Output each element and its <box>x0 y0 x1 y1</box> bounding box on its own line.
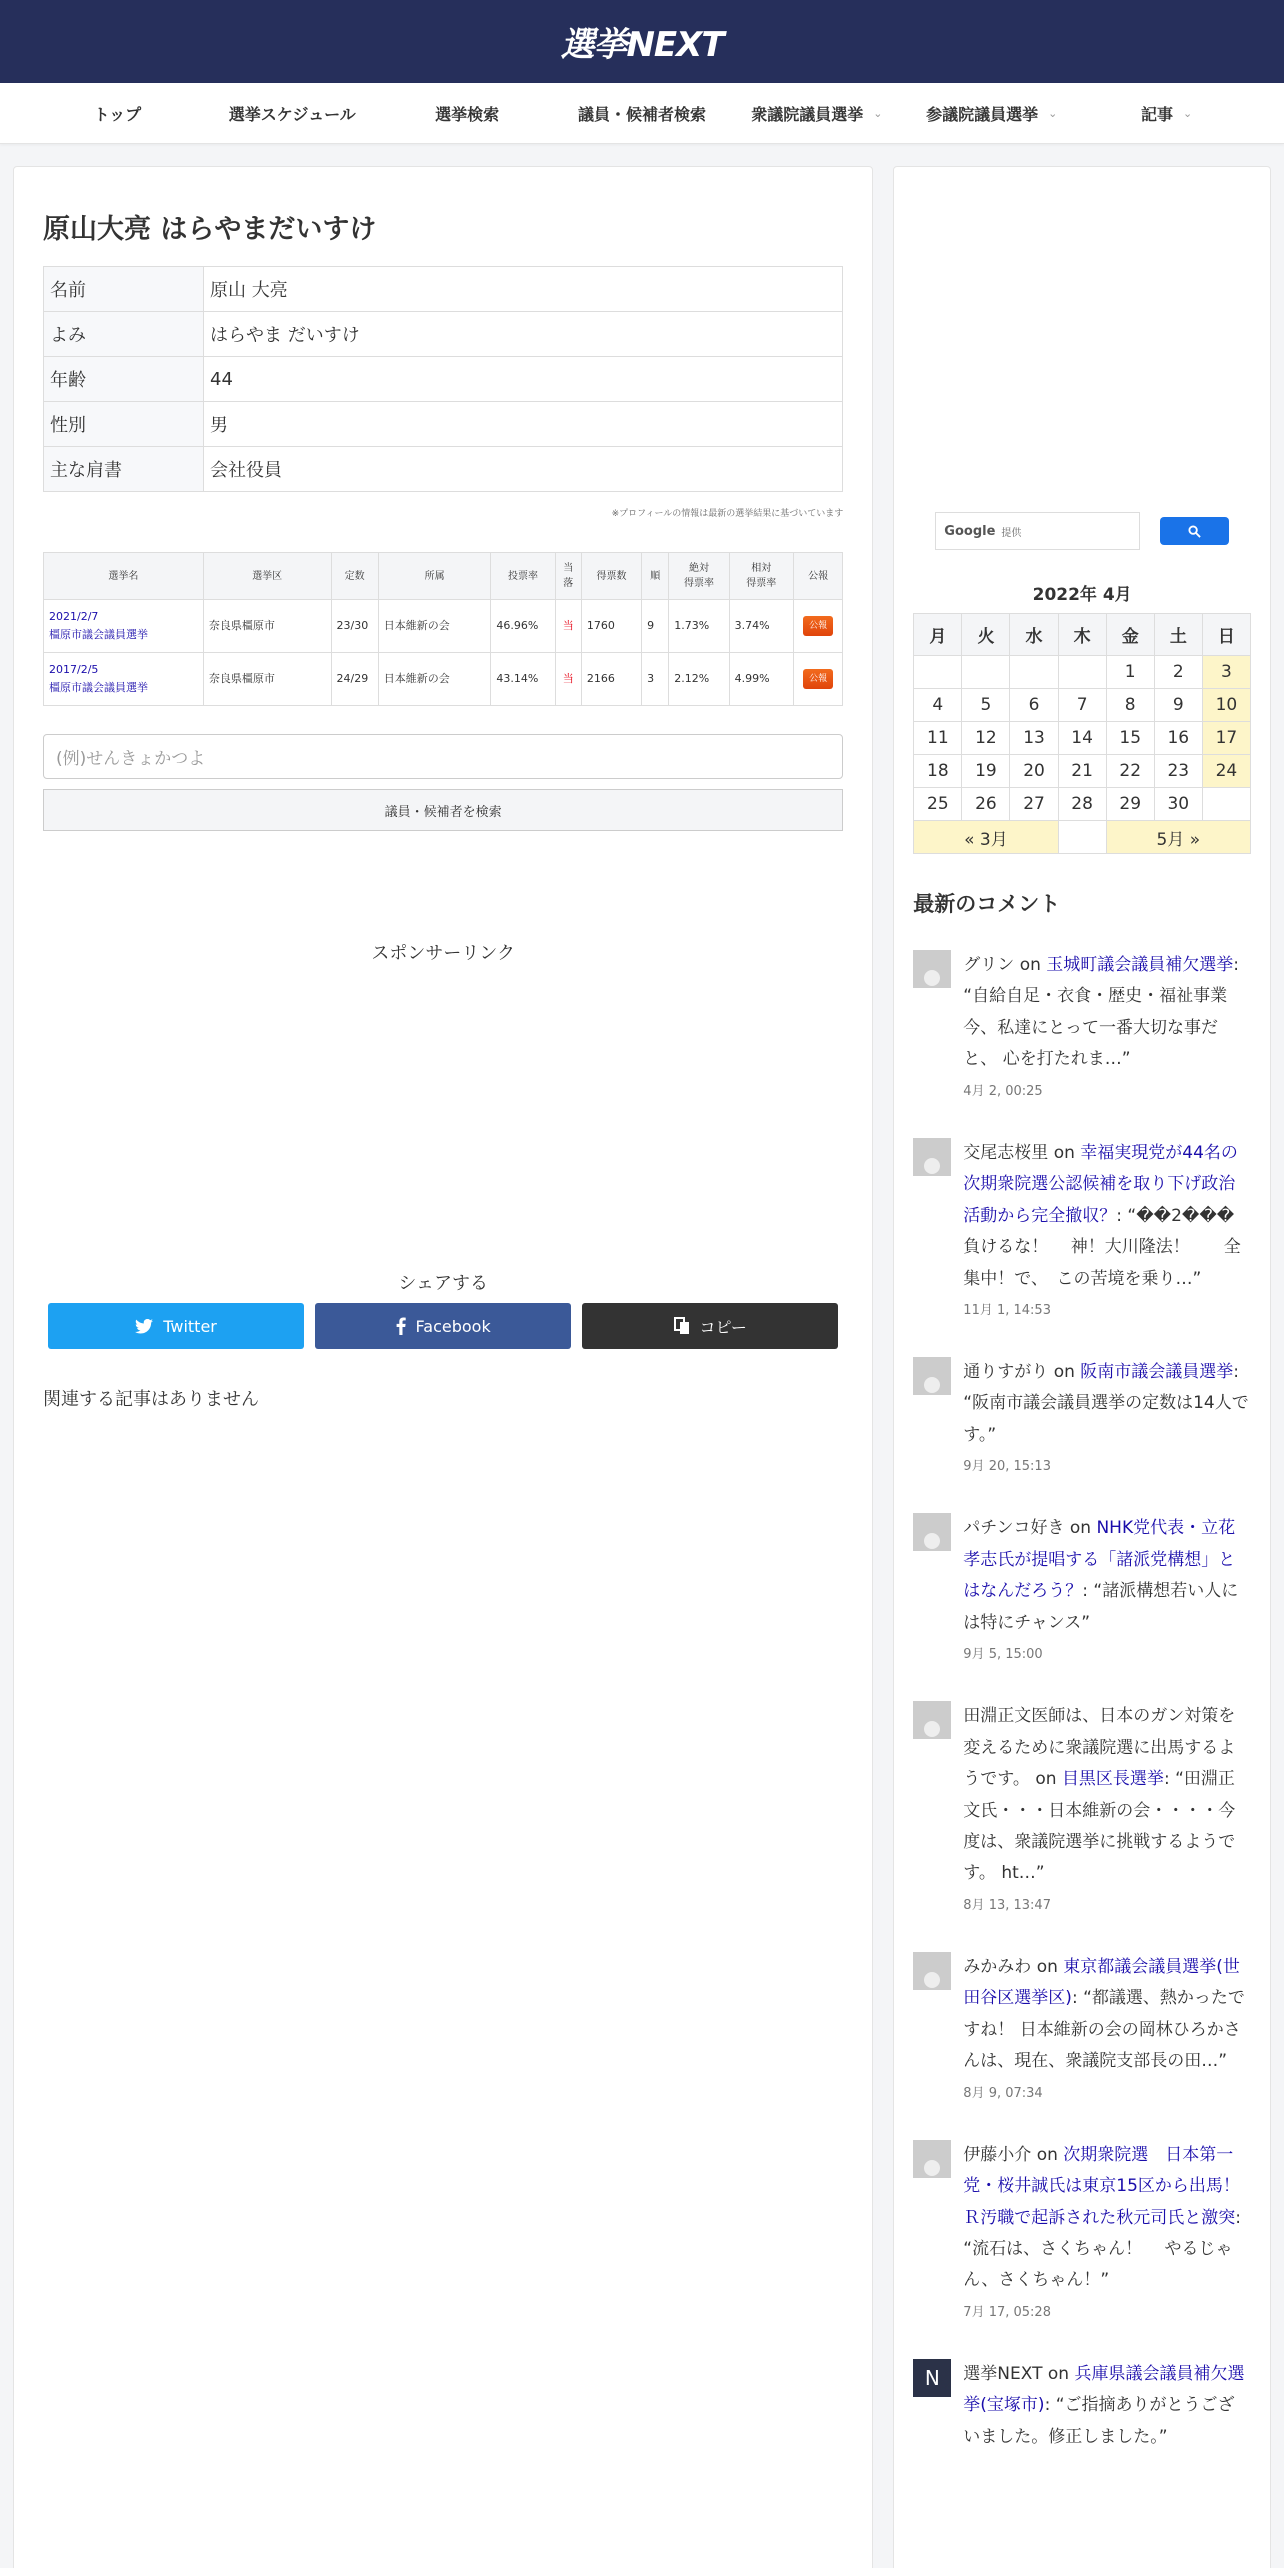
nav-item-label: 選挙スケジュール <box>228 104 356 124</box>
share-title: シェアする <box>398 1273 488 1294</box>
results-header-cell: 順 <box>642 553 669 600</box>
calendar-day[interactable]: 3 <box>1202 656 1250 689</box>
rank-cell: 3 <box>642 653 669 706</box>
calendar-day: 26 <box>962 788 1010 821</box>
recent-comments-list <box>913 950 1269 2453</box>
comment-date: 8月 13, 13:47 <box>963 1897 1051 1913</box>
calendar-day: 29 <box>1106 788 1154 821</box>
comment-date: 7月 17, 05:28 <box>963 2304 1051 2320</box>
nav-item-label: 記事 <box>1140 104 1173 124</box>
calendar-weekday-row <box>914 614 1251 656</box>
comment-date: 8月 9, 07:34 <box>963 2085 1043 2101</box>
calendar-day: 23 <box>1154 755 1202 788</box>
calendar-day: 6 <box>1010 689 1058 722</box>
calendar-day: 28 <box>1058 788 1106 821</box>
calendar-day[interactable]: 10 <box>1202 689 1250 722</box>
chevron-down-icon: ⌄ <box>873 106 883 120</box>
comment-on: on <box>1035 1769 1057 1790</box>
calendar-day: 2 <box>1154 656 1202 689</box>
twitter-icon <box>135 1319 153 1334</box>
comment-body <box>963 1701 1251 1918</box>
comment-body <box>963 1357 1251 1479</box>
sidebar <box>893 166 1271 2568</box>
calendar-week <box>914 788 1251 821</box>
copy-icon <box>674 1317 690 1335</box>
comment-item <box>913 1952 1251 2106</box>
profile-key: 主な肩書 <box>44 447 204 492</box>
rank-cell: 9 <box>642 600 669 653</box>
comment-on: on <box>1019 955 1041 975</box>
results-header-row <box>44 553 843 600</box>
election-name-cell <box>44 653 204 706</box>
calendar-day: 11 <box>914 722 962 755</box>
calendar-weekday: 木 <box>1058 614 1106 656</box>
comment-excerpt: : “��2��� 負けるな！ 神！大川隆法！ 全集中！で、 この苦境を乗り…” <box>963 1205 1269 1289</box>
nav-item-label: 議員・候補者検索 <box>578 104 707 124</box>
candidate-search-button[interactable]: 議員・候補者を検索 <box>43 789 843 831</box>
comment-author: パチンコ好き <box>963 1518 1065 1539</box>
results-header-cell: 選挙区 <box>203 553 331 600</box>
sidebar-ad-space <box>913 167 1251 522</box>
facebook-label: Facebook <box>415 1316 491 1336</box>
comment-post-link[interactable]: 幸福実現党が44名の次期衆院選公認候補を取り下げ政治活動から完全撤収？ <box>963 1142 1238 1226</box>
election-name-link[interactable]: 橿原市議会議員選挙 <box>49 681 148 694</box>
calendar-weekday: 火 <box>962 614 1010 656</box>
related-articles-empty: 関連する記事はありません <box>43 1389 259 1410</box>
page-title: 原山大亮 はらやまだいすけ <box>43 214 377 245</box>
comment-date: 4月 2, 00:25 <box>963 1083 1043 1099</box>
avatar <box>913 1513 951 1551</box>
avatar <box>913 2140 951 2178</box>
comment-excerpt: : “ご指摘ありがとうございました。修正しました。” <box>963 2395 1235 2447</box>
election-name-cell <box>44 600 204 653</box>
calendar-day: 21 <box>1058 755 1106 788</box>
main-content <box>13 166 873 2568</box>
chevron-down-icon: ⌄ <box>1048 106 1058 120</box>
global-nav <box>0 83 1284 144</box>
avatar-head <box>924 1377 940 1393</box>
gazette-button[interactable]: 公報 <box>803 616 833 636</box>
result-cell: 当 <box>555 653 581 706</box>
avatar-head <box>924 1158 940 1174</box>
turnout-cell: 46.96% <box>491 600 555 653</box>
avatar-head <box>924 1972 940 1988</box>
election-name-link[interactable]: 橿原市議会議員選挙 <box>49 628 148 641</box>
calendar-prev-link[interactable]: « 3月 <box>914 821 1058 854</box>
google-search-widget <box>913 512 1251 550</box>
avatar-head <box>924 1533 940 1549</box>
calendar-day <box>1058 656 1106 689</box>
calendar-week <box>914 755 1251 788</box>
absolute-rate-cell: 1.73% <box>669 600 729 653</box>
calendar-day: 13 <box>1010 722 1058 755</box>
nav-item-0[interactable] <box>30 102 205 125</box>
calendar-day: 7 <box>1058 689 1106 722</box>
gazette-cell <box>793 653 842 706</box>
nav-item-label: 選挙検索 <box>435 104 500 124</box>
comment-body <box>963 2140 1251 2325</box>
google-search-button[interactable] <box>1160 517 1229 545</box>
comment-post-link[interactable]: 次期衆院選 日本第一党・桜井誠氏は東京15区から出馬！Ｒ汚職で起訴された秋元司氏と激突 <box>963 2144 1240 2228</box>
profile-key: 年齢 <box>44 357 204 402</box>
calendar-day <box>1010 656 1058 689</box>
twitter-label: Twitter <box>163 1316 217 1336</box>
profile-value: 44 <box>204 357 843 402</box>
calendar-weekday: 月 <box>914 614 962 656</box>
recent-comments-title: 最新のコメント <box>913 892 1061 916</box>
district-cell: 奈良県橿原市 <box>203 653 331 706</box>
calendar-day <box>1202 788 1250 821</box>
comment-post-link[interactable]: 東京都議会議員選挙(世田谷区選挙区) <box>963 1956 1240 2009</box>
votes-cell: 1760 <box>581 600 641 653</box>
calendar-nav-spacer <box>1058 821 1106 854</box>
copy-button[interactable] <box>582 1303 838 1349</box>
result-cell: 当 <box>555 600 581 653</box>
comment-date: 11月 1, 14:53 <box>963 1302 1051 1318</box>
calendar-week <box>914 722 1251 755</box>
profile-value: 男 <box>204 402 843 447</box>
comment-on: on <box>1069 1518 1092 1539</box>
calendar-day: 18 <box>914 755 962 788</box>
avatar-head <box>924 2160 940 2176</box>
comment-item <box>913 1513 1251 1667</box>
comment-body <box>963 1138 1269 1323</box>
facebook-share-button[interactable] <box>315 1303 571 1349</box>
comment-excerpt: : “流石は、さくちゃん！ やるじゃん、さくちゃん！” <box>963 2207 1242 2291</box>
election-date-link[interactable]: 2021/2/7 <box>49 610 99 624</box>
election-results-table <box>43 552 843 706</box>
comment-body <box>963 2359 1251 2453</box>
relative-rate-cell: 3.74% <box>729 600 793 653</box>
profile-row <box>44 402 843 447</box>
profile-table <box>43 266 843 492</box>
results-header-cell: 選挙名 <box>44 553 204 600</box>
votes-cell: 2166 <box>581 653 641 706</box>
nav-item-label: 参議院議員選挙 <box>926 104 1039 124</box>
comment-excerpt: : “諸派構想若い人には特にチャンス” <box>963 1581 1239 1633</box>
nav-item-3[interactable] <box>555 102 730 125</box>
calendar-weekday: 水 <box>1010 614 1058 656</box>
profile-row <box>44 312 843 357</box>
profile-key: よみ <box>44 312 204 357</box>
results-header-cell: 得票数 <box>581 553 641 600</box>
comment-author: 田淵正文医師は、日本のガン対策を変えるために衆議院選に出馬するようです。 <box>963 1706 1236 1790</box>
calendar-day: 1 <box>1106 656 1154 689</box>
comment-excerpt: : “自給自足・衣食・歴史・福祉事業 今、私達にとって一番大切な事だと、 心を打たれま…” <box>963 955 1240 1070</box>
site-logo[interactable]: 選挙NEXT <box>560 25 724 65</box>
comment-author: みかみわ <box>963 1956 1032 1977</box>
calendar-day: 16 <box>1154 722 1202 755</box>
calendar-nav-row <box>914 821 1251 854</box>
results-header-cell: 定数 <box>331 553 378 600</box>
comment-item <box>913 2359 1251 2453</box>
turnout-cell: 43.14% <box>491 653 555 706</box>
avatar: N <box>913 2359 951 2397</box>
share-buttons <box>43 1303 843 1349</box>
twitter-share-button[interactable] <box>48 1303 304 1349</box>
calendar-day[interactable]: 24 <box>1202 755 1250 788</box>
comment-post-link[interactable]: 兵庫県議会議員補欠選挙(宝塚市) <box>963 2363 1245 2416</box>
calendar-day: 14 <box>1058 722 1106 755</box>
candidate-search-input[interactable]: (例)せんきょかつよ <box>43 734 843 779</box>
profile-row <box>44 357 843 402</box>
calendar-day: 9 <box>1154 689 1202 722</box>
profile-key: 名前 <box>44 267 204 312</box>
google-brand: Google <box>944 523 996 539</box>
profile-row <box>44 447 843 492</box>
nav-item-1[interactable] <box>205 102 380 125</box>
avatar-head <box>924 1721 940 1737</box>
calendar-weekday: 土 <box>1154 614 1202 656</box>
comment-body <box>963 1952 1251 2106</box>
nav-item-5[interactable] <box>904 102 1079 125</box>
calendar-day: 5 <box>962 689 1010 722</box>
seats-cell: 23/30 <box>331 600 378 653</box>
avatar-head <box>924 970 940 986</box>
facebook-icon <box>396 1317 406 1335</box>
avatar <box>913 1952 951 1990</box>
search-icon <box>1188 525 1201 538</box>
nav-item-4[interactable] <box>729 102 904 125</box>
comment-post-link[interactable]: 阪南市議会議員選挙 <box>1080 1362 1234 1383</box>
comment-on: on <box>1047 2363 1070 2384</box>
calendar-day: 12 <box>962 722 1010 755</box>
calendar-day <box>914 656 962 689</box>
profile-value: 原山 大亮 <box>204 267 843 312</box>
copy-label: コピー <box>699 1317 747 1337</box>
calendar-weekday: 金 <box>1106 614 1154 656</box>
results-header-cell: 当 落 <box>555 553 581 600</box>
profile-note: ※プロフィールの情報は最新の選挙結果に基づいています <box>611 509 844 519</box>
comment-item <box>913 1357 1251 1479</box>
calendar-day: 4 <box>914 689 962 722</box>
calendar-day: 22 <box>1106 755 1154 788</box>
comment-excerpt: : “阪南市議会議員選挙の定数は14人です。” <box>963 1362 1249 1445</box>
calendar <box>913 613 1251 854</box>
district-cell: 奈良県橿原市 <box>203 600 331 653</box>
calendar-day: 30 <box>1154 788 1202 821</box>
results-header-cell: 絶対 得票率 <box>669 553 729 600</box>
comment-date: 9月 20, 15:13 <box>963 1459 1051 1475</box>
calendar-day[interactable]: 17 <box>1202 722 1250 755</box>
results-header-cell: 相対 得票率 <box>729 553 793 600</box>
comment-item <box>913 2140 1251 2325</box>
chevron-down-icon: ⌄ <box>1182 106 1193 120</box>
comment-on: on <box>1036 1956 1058 1977</box>
comment-excerpt: : “都議選、熱かったですね！ 日本維新の会の岡林ひろかさんは、現在、衆議院支部長の田…” <box>963 1988 1245 2072</box>
comment-post-link[interactable]: 目黒区長選挙 <box>1061 1769 1164 1790</box>
comment-post-link[interactable]: NHK党代表・立花孝志氏が提唱する「諸派党構想」とはなんだろう？ <box>963 1518 1236 1602</box>
calendar-day <box>962 656 1010 689</box>
comment-item <box>913 950 1251 1104</box>
seats-cell: 24/29 <box>331 653 378 706</box>
absolute-rate-cell: 2.12% <box>669 653 729 706</box>
comment-on: on <box>1053 1362 1075 1383</box>
results-header-cell: 公報 <box>793 553 842 600</box>
avatar <box>913 1701 951 1739</box>
avatar <box>913 1138 951 1176</box>
nav-item-2[interactable] <box>380 102 555 125</box>
comment-author: 選挙NEXT <box>963 2363 1043 2384</box>
results-header-cell: 投票率 <box>491 553 555 600</box>
calendar-day: 20 <box>1010 755 1058 788</box>
gazette-cell <box>793 600 842 653</box>
comment-author: 伊藤小介 <box>963 2144 1032 2165</box>
comment-body <box>963 950 1251 1104</box>
relative-rate-cell: 4.99% <box>729 653 793 706</box>
election-date-link[interactable]: 2017/2/5 <box>49 663 99 677</box>
calendar-day: 27 <box>1010 788 1058 821</box>
comment-item <box>913 1138 1269 1323</box>
profile-row <box>44 267 843 312</box>
calendar-title: 2022年 4月 <box>1032 585 1132 605</box>
comment-body <box>963 1513 1251 1667</box>
comment-author: グリン <box>963 955 1015 975</box>
calendar-day: 15 <box>1106 722 1154 755</box>
results-header-cell: 所属 <box>378 553 491 600</box>
comment-on: on <box>1036 2144 1058 2165</box>
google-search-input[interactable] <box>935 512 1140 550</box>
comment-excerpt: : “田淵正文氏・・・日本維新の会・・・・今度は、衆議院選挙に挑戦するようです。 ht…” <box>963 1769 1236 1884</box>
avatar <box>913 950 951 988</box>
site-header <box>0 0 1284 83</box>
sponsor-link-label: スポンサーリンク <box>371 943 515 964</box>
nav-item-label: 衆議院議員選挙 <box>751 104 864 124</box>
nav-item-label: トップ <box>93 104 142 124</box>
party-cell: 日本維新の会 <box>378 600 491 653</box>
calendar-day: 25 <box>914 788 962 821</box>
calendar-day: 8 <box>1106 689 1154 722</box>
google-provider-label: 提供 <box>1001 527 1022 539</box>
results-row <box>44 653 843 706</box>
comment-post-link[interactable]: 玉城町議会議員補欠選挙 <box>1046 955 1234 975</box>
calendar-day: 19 <box>962 755 1010 788</box>
party-cell: 日本維新の会 <box>378 653 491 706</box>
comment-date: 9月 5, 15:00 <box>963 1647 1043 1663</box>
calendar-weekday: 日 <box>1202 614 1250 656</box>
calendar-week <box>914 689 1251 722</box>
profile-key: 性別 <box>44 402 204 447</box>
comment-item <box>913 1701 1251 1918</box>
avatar <box>913 1357 951 1395</box>
profile-value: はらやま だいすけ <box>204 312 843 357</box>
nav-item-6[interactable] <box>1079 102 1254 125</box>
calendar-week <box>914 656 1251 689</box>
comment-on: on <box>1053 1142 1075 1163</box>
comment-author: 交尾志桜里 <box>963 1142 1049 1163</box>
profile-value: 会社役員 <box>204 447 843 492</box>
results-row <box>44 600 843 653</box>
gazette-button[interactable]: 公報 <box>803 669 833 689</box>
comment-author: 通りすがり <box>963 1362 1049 1383</box>
calendar-next-link[interactable]: 5月 » <box>1106 821 1250 854</box>
